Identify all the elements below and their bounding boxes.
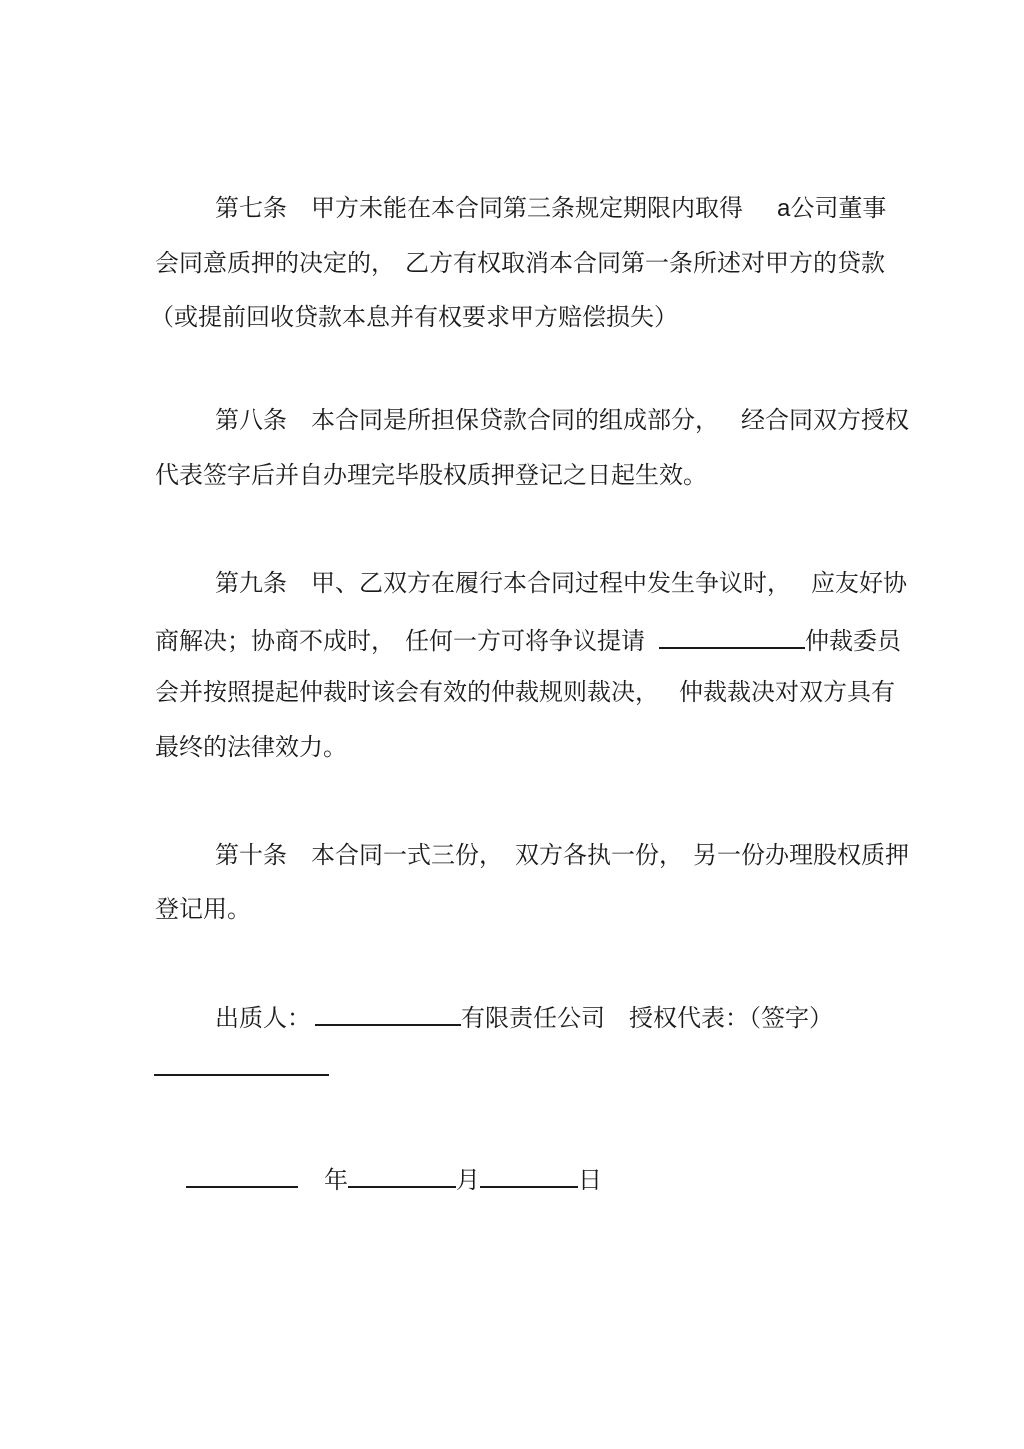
article-9-line-4: 最终的法律效力。 [155, 733, 347, 761]
article-8-line-2: 代表签字后并自办理完毕股权质押登记之日起生效。 [155, 461, 707, 489]
article-9-line-1: 第九条 甲、乙双方在履行本合同过程中发生争议时， 应友好协 [215, 569, 907, 597]
signature-line: 出质人： 有限责任公司 授权代表：（签字） [215, 1000, 833, 1033]
pledgor-name-blank [315, 1000, 461, 1026]
article-8-line-1: 第八条 本合同是所担保贷款合同的组成部分， 经合同双方授权 [215, 406, 909, 434]
representative-signature-blank [154, 1074, 329, 1076]
year-blank [186, 1162, 298, 1188]
date-line: 年 月 日 [186, 1162, 602, 1195]
article-7-line-2: 会同意质押的决定的， 乙方有权取消本合同第一条所述对甲方的贷款 [155, 249, 885, 277]
article-7-line-3: （或提前回收贷款本息并有权要求甲方赔偿损失） [150, 303, 678, 331]
month-blank [348, 1162, 456, 1188]
article-10-line-2: 登记用。 [155, 895, 251, 923]
article-10-line-1: 第十条 本合同一式三份， 双方各执一份， 另一份办理股权质押 [215, 841, 909, 869]
arbitration-commission-blank [659, 623, 805, 649]
article-9-line-2: 商解决；协商不成时， 任何一方可将争议提请 仲裁委员 [155, 623, 901, 656]
day-blank [480, 1162, 578, 1188]
article-9-line-3: 会并按照提起仲裁时该会有效的仲裁规则裁决， 仲裁裁决对双方具有 [155, 678, 895, 706]
article-7-line-1: 第七条 甲方未能在本合同第三条规定期限内取得 a公司董事 [215, 194, 887, 222]
